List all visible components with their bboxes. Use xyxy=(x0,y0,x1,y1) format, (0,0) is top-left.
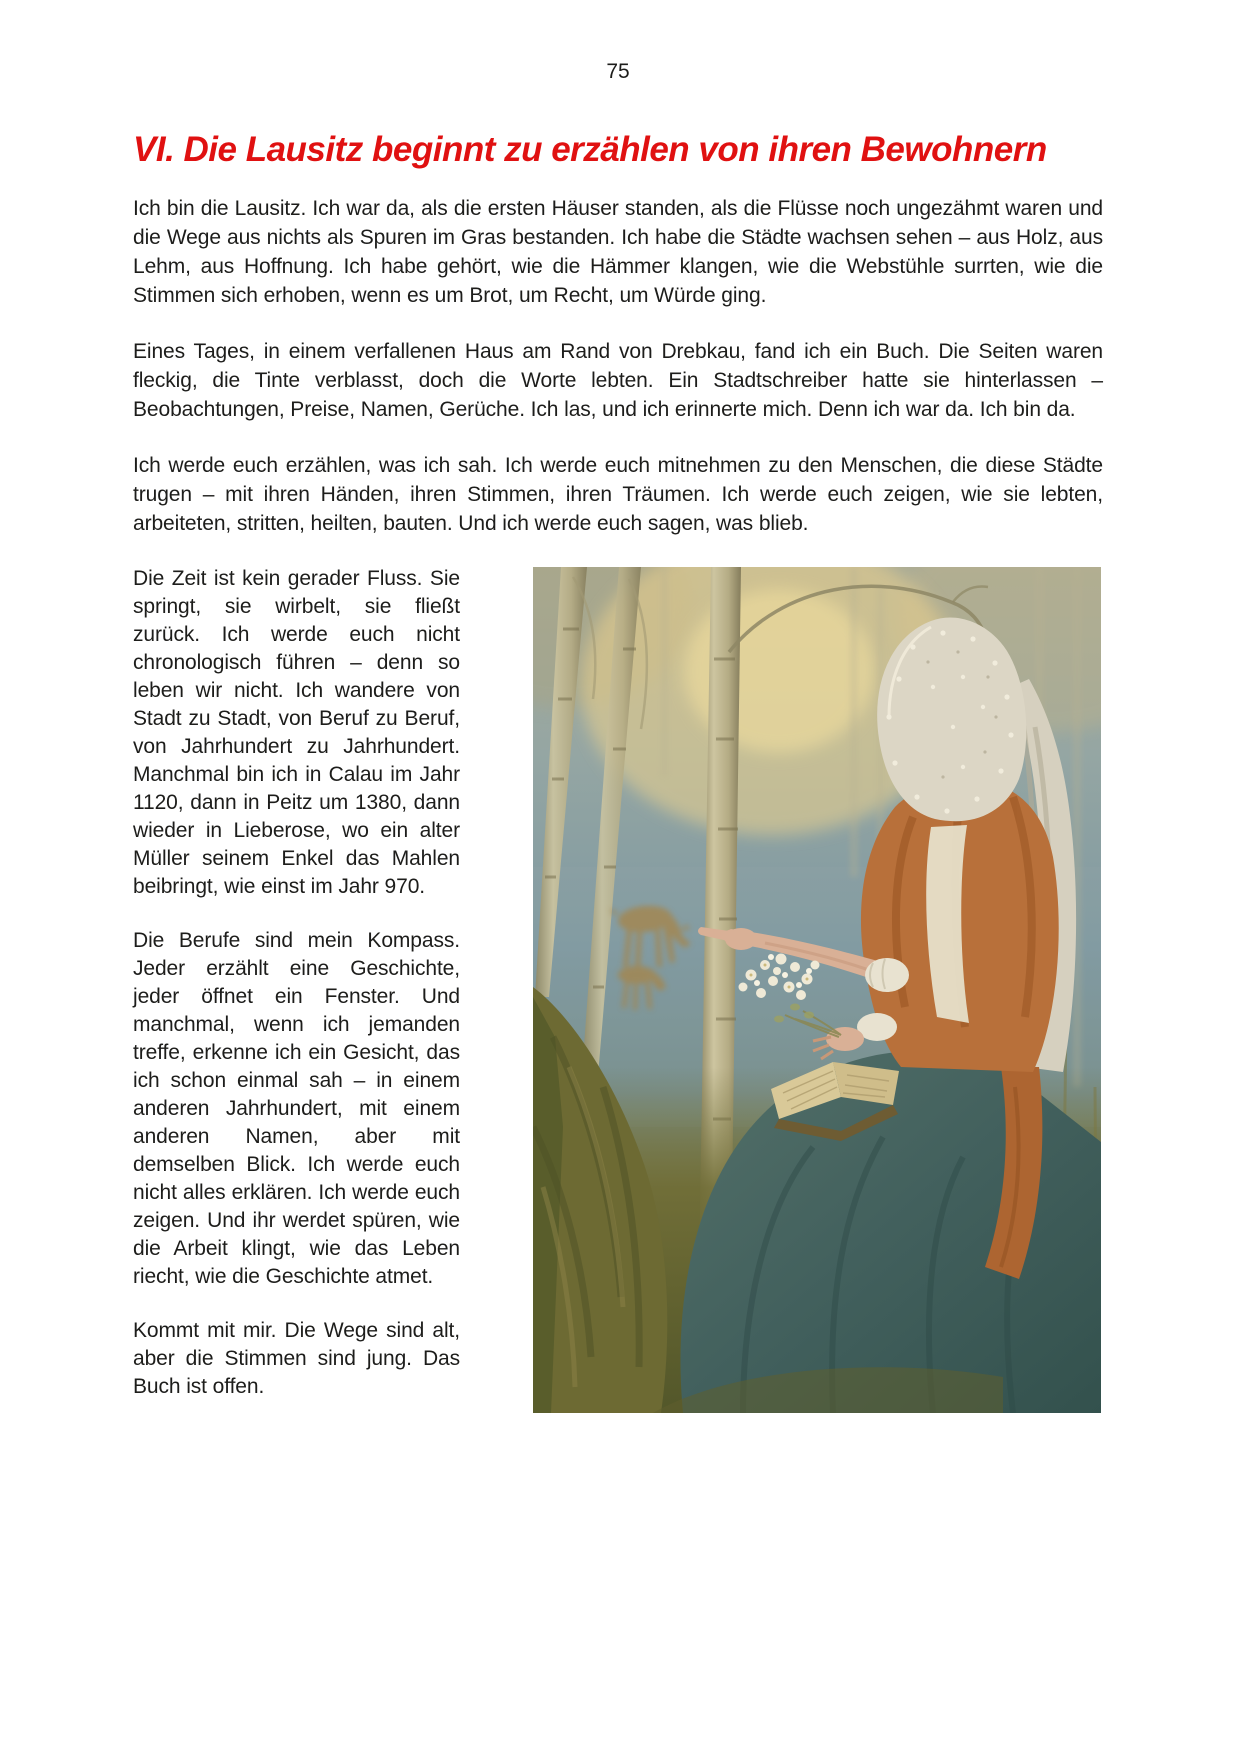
painting-illustration xyxy=(533,567,1101,1413)
left-column-paragraph-1: Die Zeit ist kein gerader Fluss. Sie springt, sie wirbelt, sie fließt zurück. Ich werde euch nicht chronologisch führen – denn so leben wir nicht. Ich wandere von Stadt zu Stadt, von Beruf zu Beruf, von Jahrhundert zu Jahrhundert. Manchmal bin ich in Calau im Jahr 1120, dann in Peitz um 1380, dann wieder in Lieberose, wo ein alter Müller seinem Enkel das Mahlen beibringt, wie einst im Jahr 970. xyxy=(133,567,460,898)
chapter-heading: VI. Die Lausitz beginnt zu erzählen von ihren Bewohnern xyxy=(133,130,1047,169)
left-text-column xyxy=(133,565,460,1427)
page-number: 75 xyxy=(606,60,630,83)
left-column-paragraph-2: Die Berufe sind mein Kompass. Jeder erzählt eine Geschichte, jeder öffnet ein Fenster. Und manchmal, wenn ich jemanden treffe, erkenne ich ein Gesicht, das ich schon einmal sah – in einem anderen Jahrhundert, mit einem anderen Namen, aber mit demselben Blick. Ich werde euch nicht alles erklären. Ich werde euch zeigen. Und ihr werdet spüren, wie die Arbeit klingt, wie das Leben riecht, wie die Geschichte atmet. xyxy=(133,929,460,1288)
lace-cuff xyxy=(865,958,909,992)
intro-paragraph-3: Ich werde euch erzählen, was ich sah. Ich werde euch mitnehmen zu den Menschen, die diese Städte trugen – mit ihren Händen, ihren Stimmen, ihren Träumen. Ich werde euch zeigen, wie sie lebten, arbeiteten, stritten, heilten, bauten. Und ich werde euch sagen, was blieb. xyxy=(133,454,1103,535)
intro-paragraph-1: Ich bin die Lausitz. Ich war da, als die ersten Häuser standen, als die Flüsse noch ungezähmt waren und die Wege aus nichts als Spuren im Gras bestanden. Ich habe die Städte wachsen sehen – aus Holz, aus Lehm, aus Hoffnung. Ich habe gehört, wie die Hämmer klangen, wie die Webstühle surrten, wie die Stimmen sich erhoben, wenn es um Brot, um Recht, um Würde ging. xyxy=(133,197,1103,307)
woman-with-book-in-birch-forest-painting xyxy=(533,567,1101,1413)
lace-veil-cap xyxy=(877,618,1026,822)
intro-section xyxy=(133,194,1103,538)
left-column-paragraph-3: Kommt mit mir. Die Wege sind alt, aber die Stimmen sind jung. Das Buch ist offen. xyxy=(133,1319,460,1398)
intro-paragraph-2: Eines Tages, in einem verfallenen Haus am Rand von Drebkau, fand ich ein Buch. Die Seiten waren fleckig, die Tinte verblasst, doch die Worte lebten. Ein Stadtschreiber hatte sie hinterlassen – Beobachtungen, Preise, Namen, Gerüche. Ich las, und ich erinnerte mich. Denn ich war da. Ich bin da. xyxy=(133,340,1103,421)
two-column-section xyxy=(133,565,1103,1427)
